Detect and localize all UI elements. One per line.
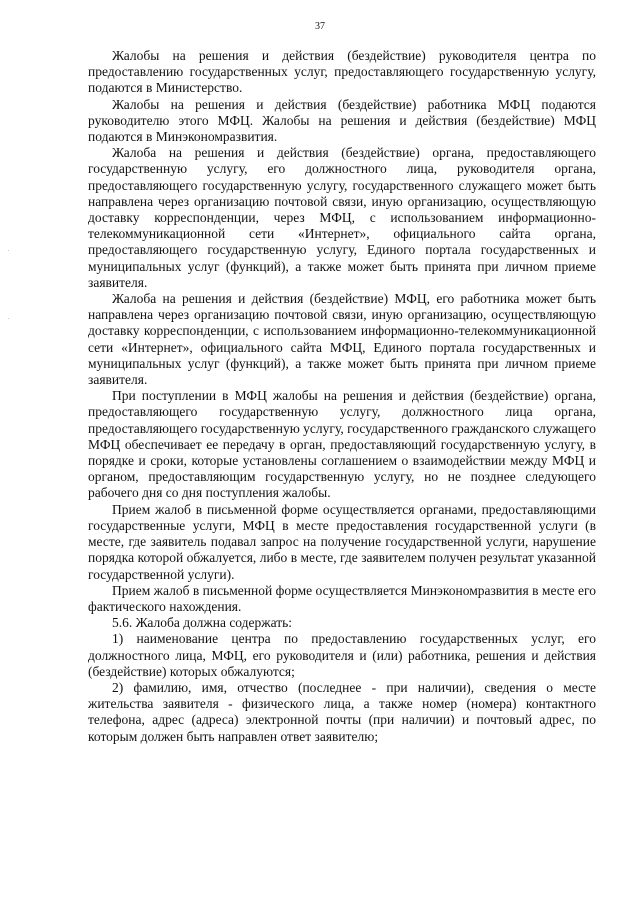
margin-scan-mark xyxy=(8,318,9,319)
paragraph-authority-complaint-channels: Жалоба на решения и действия (бездействие) органа, предоставляющего государственную услугу, его должностного лица, руководителя органа, предоставляющего государственную услугу, государственного служащего может быть направлена через организацию почтовой связи, иную организацию, осуществляющую доставку корреспонденции, через МФЦ, с использованием информационно-телекоммуникационной сети «Интернет», официального сайта органа, предоставляющего государственную услугу, Единого портала государственных и муниципальных услуг (функций), а также может быть принята при личном приеме заявителя. xyxy=(88,145,596,290)
list-item-1: 1) наименование центра по предоставлению государственных услуг, его должностного лица, МФЦ, его руководителя и (или) работника, решения и действия (бездействие) которых обжалуются; xyxy=(88,631,596,679)
list-item-2: 2) фамилию, имя, отчество (последнее - при наличии), сведения о месте жительства заявителя - физического лица, а также номер (номера) контактного телефона, адрес (адреса) электронной почты (при наличии) и почтовый адрес, по которым должен быть направлен ответ заявителю; xyxy=(88,679,596,744)
margin-scan-mark xyxy=(8,250,9,251)
paragraph-written-complaints-authorities: Прием жалоб в письменной форме осуществляется органами, предоставляющими государственные услуги, МФЦ в месте предоставления государственной услуги (в месте, где заявитель подавал запрос на получение государственной услуги, нарушение порядка которой обжалуется, либо в месте, где заявителем получен результат указанной государственной услуги). xyxy=(88,501,596,582)
paragraph-written-complaints-ministry: Прием жалоб в письменной форме осуществляется Минэкономразвития в месте его фактического нахождения. xyxy=(88,582,596,614)
paragraph-ministry-complaints: Жалобы на решения и действия (бездействие) руководителя центра по предоставлению государственных услуг, предоставляющего государственную услугу, подаются в Министерство. xyxy=(88,48,596,96)
section-heading-5-6: 5.6. Жалоба должна содержать: xyxy=(112,615,293,631)
paragraph-mfc-employee-complaints: Жалобы на решения и действия (бездействие) работника МФЦ подаются руководителю этого МФЦ. Жалобы на решения и действия (бездействие) МФЦ подаются в Минэкономразвития. xyxy=(88,96,596,145)
page-number: 37 xyxy=(315,21,325,32)
document-body xyxy=(88,48,596,745)
paragraph-mfc-complaint-channels: Жалоба на решения и действия (бездействие) МФЦ, его работника может быть направлена через организацию почтовой связи, иную организацию, осуществляющую доставку корреспонденции, с использованием информационно-телекоммуникационной сети «Интернет», официального сайта МФЦ, Единого портала государственных и муниципальных услуг (функций), а также может быть принята при личном приеме заявителя. xyxy=(88,291,596,388)
paragraph-mfc-complaint-forwarding: При поступлении в МФЦ жалобы на решения и действия (бездействие) органа, предоставляющего государственную услугу, должностного лица органа, предоставляющего государственную услугу, государственного гражданского служащего МФЦ обеспечивает ее передачу в орган, предоставляющий государственную услугу, в порядке и сроки, которые установлены соглашением о взаимодействии между МФЦ и органом, предоставляющим государственную услугу, но не позднее следующего рабочего дня со дня поступления жалобы. xyxy=(88,388,597,501)
